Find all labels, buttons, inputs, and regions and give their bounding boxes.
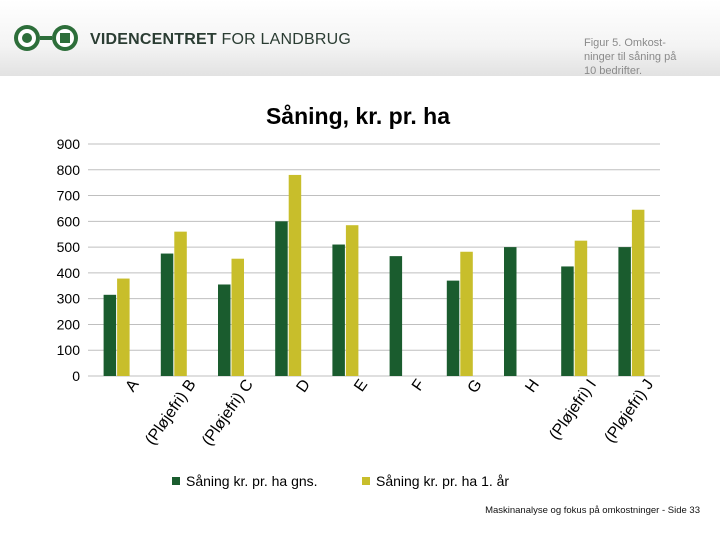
- bar-series-1-3: [275, 221, 288, 376]
- y-tick-label: 100: [56, 342, 80, 359]
- legend: [172, 473, 509, 489]
- y-tick-label: 600: [56, 213, 80, 230]
- bar-series-1-5: [390, 256, 403, 376]
- bar-series-1-4: [332, 245, 345, 376]
- bar-series-2-0: [117, 279, 130, 376]
- bar-series-2-6: [460, 252, 473, 376]
- y-tick-label: 700: [56, 187, 80, 204]
- org-name-light: FOR LANDBRUG: [216, 31, 352, 48]
- legend-swatch-series-1: [172, 477, 180, 485]
- x-tick-label: (Pløjefri) C: [199, 376, 257, 449]
- x-axis-tick-labels: [122, 376, 657, 449]
- y-tick-label: 300: [56, 290, 80, 307]
- org-name-bold: VIDENCENTRET: [90, 31, 217, 48]
- y-tick-label: 800: [56, 161, 80, 178]
- bar-series-2-3: [289, 175, 302, 376]
- bar-series-2-4: [346, 225, 359, 376]
- bar-series-2-1: [174, 232, 187, 376]
- bar-series-2-8: [575, 241, 588, 376]
- x-tick-label: (Pløjefri) I: [546, 376, 601, 444]
- bar-series-1-6: [447, 281, 460, 376]
- bar-series-1-0: [104, 295, 117, 376]
- legend-swatch-series-2: [362, 477, 370, 485]
- x-tick-label: (Pløjefri) B: [142, 376, 200, 449]
- x-tick-label: A: [122, 376, 143, 396]
- x-tick-label: G: [464, 376, 486, 397]
- x-tick-label: E: [351, 376, 372, 396]
- bar-series-2-2: [232, 259, 245, 376]
- x-tick-label: D: [293, 376, 315, 396]
- x-tick-label: H: [522, 376, 543, 396]
- footer-text: Maskinanalyse og fokus på omkostninger - Side 33: [485, 505, 700, 516]
- bar-series-1-9: [618, 247, 631, 376]
- y-tick-label: 900: [56, 136, 80, 152]
- bars: [104, 175, 645, 376]
- x-tick-label: F: [408, 376, 429, 395]
- y-tick-label: 200: [56, 316, 80, 333]
- legend-label-series-2: Såning kr. pr. ha 1. år: [376, 473, 510, 489]
- bar-series-1-2: [218, 284, 231, 376]
- gridlines: [88, 144, 660, 376]
- legend-label-series-1: Såning kr. pr. ha gns.: [186, 473, 318, 489]
- y-axis-tick-labels: [57, 136, 81, 384]
- y-tick-label: 500: [56, 239, 80, 256]
- bar-series-2-9: [632, 210, 645, 376]
- figure-caption: Figur 5. Omkost- ninger til såning på 10 bedrifter.: [584, 37, 677, 77]
- chart-title: Såning, kr. pr. ha: [265, 103, 451, 129]
- x-tick-label: (Pløjefri) J: [601, 376, 658, 447]
- bar-series-1-1: [161, 254, 174, 376]
- y-tick-label: 0: [72, 368, 80, 384]
- y-tick-label: 400: [56, 264, 80, 281]
- bar-series-1-8: [561, 266, 574, 376]
- bar-series-1-7: [504, 247, 517, 376]
